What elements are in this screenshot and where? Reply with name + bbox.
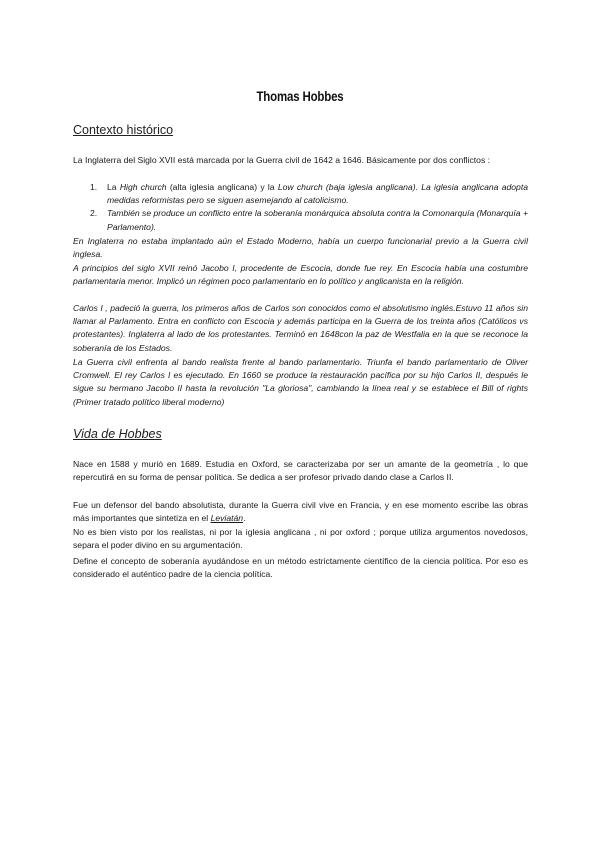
conflicts-list <box>73 181 528 234</box>
list-item <box>73 181 528 207</box>
list-number: 1. <box>90 182 98 192</box>
section-heading-life: Vida de Hobbes <box>73 427 162 441</box>
context-intro: La Inglaterra del Siglo XVII está marcada por la Guerra civil de 1642 a 1646. Básicamente por dos conflictos : <box>73 155 491 165</box>
life-paragraph: Fue un defensor del bando absolutista, durante la Guerra civil vive en Francia, y en ese momento escribe las obras más importantes que sintetiza en el Leviatán. <box>73 500 528 524</box>
list-number: 2. <box>90 208 98 219</box>
section-heading-context: Contexto histórico <box>73 123 174 137</box>
context-paragraph: En Inglaterra no estaba implantado aún el Estado Moderno, había un cuerpo funcionarial previo a la Guerra civil inglesa. <box>73 236 528 260</box>
document-title: Thomas Hobbes <box>256 89 344 104</box>
list-item-text: La High church (alta iglesia anglicana) y la Low church (baja iglesia anglicana). La iglesia anglicana adopta medidas reformistas pero se siguen asemejando al catolicismo. <box>107 182 528 206</box>
life-paragraph: No es bien visto por los realistas, ni por la iglesia anglicana , ni por oxford ; porque utiliza argumentos novedosos, separa el poder divino en su argumentación. <box>73 527 528 551</box>
context-paragraph: Carlos I , padeció la guerra, los primeros años de Carlos son conocidos como el absolutismo inglés.Estuvo 11 años sin llamar al Parlamento. Entra en conflicto con Escocia y además participa en la Guerra de los treinta años (Católicos vs protestantes). Inglaterra al lado de los protestantes. Terminó en 1648con la paz de Westfalia en la que se reconoce la soberanía de los Estados. <box>73 303 528 353</box>
leviatan-link[interactable]: Leviatán <box>210 513 244 524</box>
life-paragraph: Define el concepto de soberanía ayudándose en un método estrictamente científico de la ciencia política. Por eso es considerado el auténtico padre de la ciencia política. <box>73 556 528 580</box>
context-paragraph: A principios del siglo XVII reinó Jacobo I, procedente de Escocia, donde fue rey. En Escocia había una costumbre parlamentaria menor. Implicó un régimen poco parlamentario en lo político y anglicanista en la religión. <box>73 263 528 287</box>
list-item <box>73 207 528 233</box>
life-paragraph: Nace en 1588 y murió en 1689. Estudia en Oxford, se caracterizaba por ser un amante de la geometría , lo que repercutirá en su forma de pensar política. Se dedica a ser profesor privado dando clase a Carlos II. <box>73 459 528 483</box>
context-paragraph: La Guerra civil enfrenta al bando realista frente al bando parlamentario. Triunfa el bando parlamentario de Oliver Cromwell. El rey Carlos I es ejecutado. En 1660 se produce la restauración pacífica por su hijo Carlos II, después le sigue su hermano Jacobo II hasta la revolución "La gloriosa", cambiando la línea real y se establece el Bill of rights (Primer tratado político liberal moderno) <box>73 357 528 407</box>
list-item-text: También se produce un conflicto entre la soberanía monárquica absoluta contra la Comonarquía (Monarquía + Parlamento). <box>107 208 528 232</box>
